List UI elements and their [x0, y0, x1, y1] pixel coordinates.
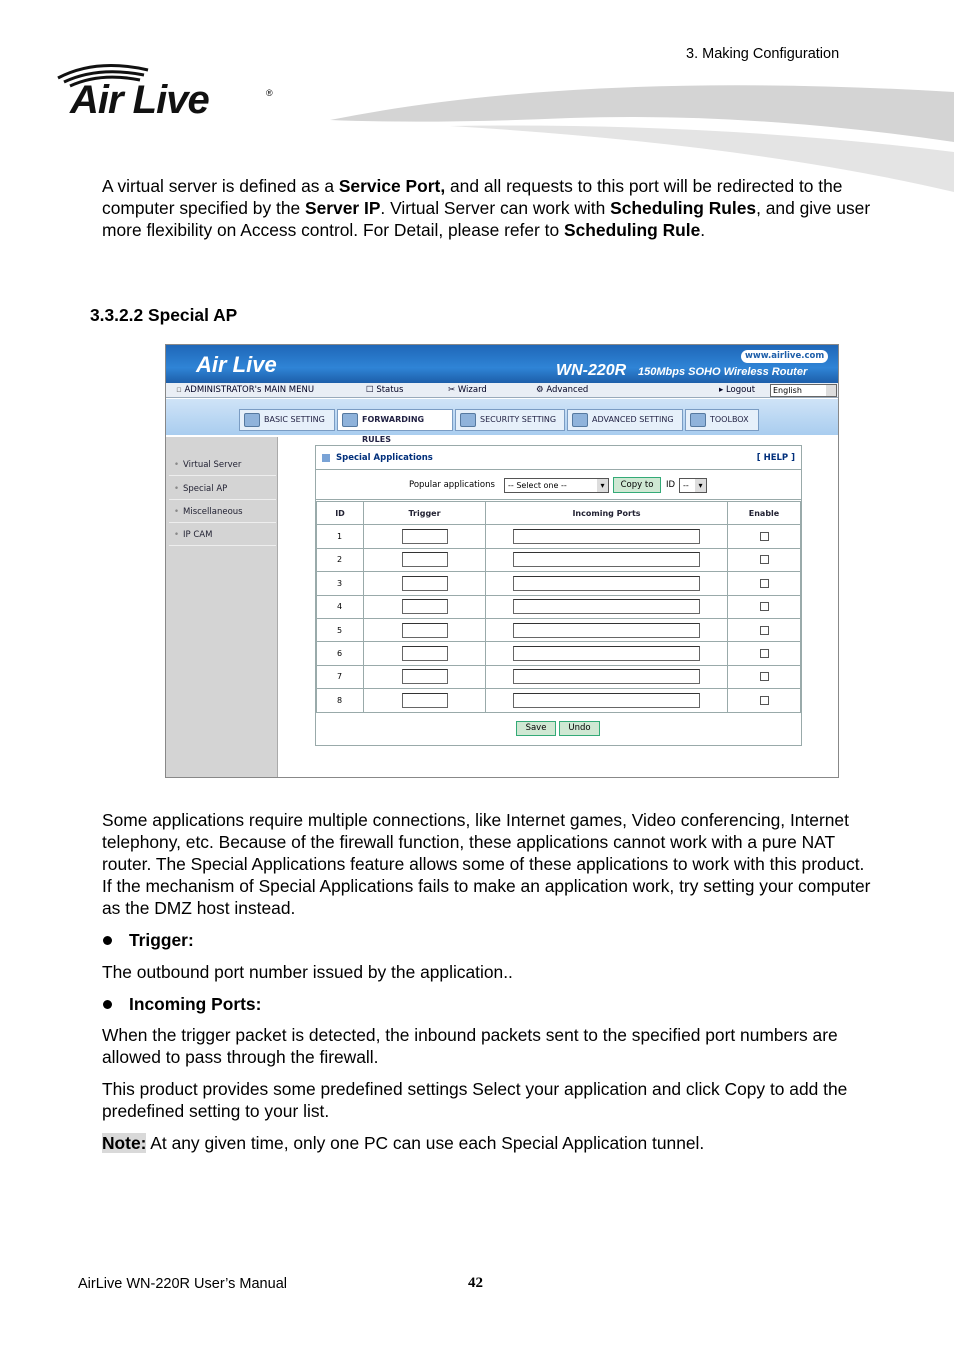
router-logo: Air Live	[196, 352, 277, 377]
popular-applications-row	[316, 471, 801, 500]
chapter-title: 3. Making Configuration	[686, 46, 840, 62]
basic-setting-icon	[244, 413, 260, 427]
incoming-ports-input[interactable]	[513, 576, 700, 591]
table-header-row	[317, 502, 801, 525]
table-row	[317, 642, 801, 665]
router-url-link[interactable]: www.airlive.com	[741, 350, 828, 363]
incoming-ports-input[interactable]	[513, 529, 700, 544]
id-label: ID	[666, 480, 676, 490]
menu-admin-label: ADMINISTRATOR's MAIN MENU	[184, 385, 315, 395]
section-heading: 3.3.2.2 Special AP	[90, 305, 238, 325]
bullet-trigger-title: Trigger:	[129, 930, 194, 950]
table-row	[317, 572, 801, 595]
panel-title: Special Applications	[316, 446, 801, 470]
enable-checkbox[interactable]	[760, 579, 769, 588]
trigger-input[interactable]	[402, 576, 448, 591]
trigger-description: The outbound port number issued by the application..	[102, 962, 513, 982]
menu-bullet-icon: ▫	[176, 385, 185, 395]
tab-label: BASIC SETTING	[264, 415, 325, 424]
row-id: 3	[317, 572, 364, 595]
forwarding-rules-icon	[342, 413, 358, 427]
tab-basic-setting[interactable]	[239, 409, 335, 431]
trigger-input[interactable]	[402, 669, 448, 684]
trigger-input[interactable]	[402, 693, 448, 708]
column-header-incoming-ports: Incoming Ports	[486, 502, 728, 525]
sidebar-item-virtual-server[interactable]: • Virtual Server	[169, 454, 276, 476]
popular-applications-select[interactable]: -- Select one -- ▾	[504, 478, 609, 493]
incoming-ports-description: When the trigger packet is detected, the inbound packets sent to the specified port numbers are allowed to pass through the firewall.	[102, 1025, 838, 1067]
menu-advanced-label: Advanced	[546, 385, 589, 395]
airlive-logo	[56, 60, 286, 126]
row-id: 2	[317, 548, 364, 571]
table-row	[317, 665, 801, 688]
security-setting-icon	[460, 413, 476, 427]
special-applications-table	[316, 501, 801, 713]
intro-text: , and give user more flexibility on Access control. For Detail, please refer to	[102, 198, 871, 240]
intro-text: A virtual server is defined as a	[102, 176, 339, 196]
copy-to-button[interactable]: Copy to	[613, 477, 661, 493]
help-link[interactable]: [ HELP ]	[756, 453, 795, 463]
table-row	[317, 689, 801, 712]
logo-wordmark: Air Live	[70, 78, 209, 122]
incoming-ports-input[interactable]	[513, 693, 700, 708]
id-select[interactable]: -- ▾	[679, 478, 707, 493]
enable-checkbox[interactable]	[760, 602, 769, 611]
enable-checkbox[interactable]	[760, 555, 769, 564]
trigger-input[interactable]	[402, 529, 448, 544]
tab-label: SECURITY SETTING	[480, 415, 557, 424]
special-applications-panel	[315, 445, 802, 746]
intro-bold-service-port: Service Port,	[338, 176, 446, 196]
trigger-input[interactable]	[402, 646, 448, 661]
intro-paragraph	[102, 175, 872, 241]
logout-icon: ▸	[719, 385, 726, 395]
enable-checkbox[interactable]	[760, 696, 769, 705]
intro-bold-scheduling-rule: Scheduling Rule	[564, 220, 701, 240]
tab-label: ADVANCED SETTING	[592, 415, 674, 424]
row-id: 6	[317, 642, 364, 665]
enable-checkbox[interactable]	[760, 626, 769, 635]
enable-checkbox[interactable]	[760, 672, 769, 681]
tab-label: FORWARDING RULES	[362, 415, 425, 444]
intro-text: .	[700, 220, 706, 240]
tab-advanced-setting[interactable]	[567, 409, 683, 431]
menu-wizard[interactable]	[448, 385, 487, 395]
incoming-ports-input[interactable]	[513, 552, 700, 567]
column-header-enable: Enable	[728, 502, 801, 525]
advanced-setting-icon	[572, 413, 588, 427]
router-sidebar	[166, 437, 278, 778]
tab-security-setting[interactable]	[455, 409, 565, 431]
row-id: 5	[317, 618, 364, 641]
footer-manual-title: AirLive WN-220R User’s Manual	[78, 1276, 287, 1292]
sidebar-item-ip-cam[interactable]: • IP CAM	[169, 524, 276, 546]
router-menubar	[166, 383, 838, 398]
page-number: 42	[468, 1275, 483, 1291]
advanced-icon: ⚙	[536, 385, 547, 395]
save-button[interactable]: Save	[516, 721, 556, 736]
menu-admin[interactable]	[176, 385, 314, 395]
menu-status[interactable]	[366, 385, 403, 395]
incoming-ports-input[interactable]	[513, 646, 700, 661]
popular-applications-label: Popular applications	[409, 480, 495, 490]
row-id: 4	[317, 595, 364, 618]
bullet-dot-icon	[103, 1000, 112, 1009]
menu-status-label: Status	[376, 385, 404, 395]
special-applications-paragraph: Some applications require multiple connections, like Internet games, Video conferencing, Internet telephony, etc. Because of the firewall function, these applications cannot work with a pure NAT router. The Special Applications feature allows some of these applications to work with this product. If the mechanism of Special Applications fails to make an application work, try setting your computer as the DMZ host instead.	[102, 810, 871, 918]
incoming-ports-input[interactable]	[513, 669, 700, 684]
toolbox-icon	[690, 413, 706, 427]
sidebar-item-miscellaneous[interactable]: • Miscellaneous	[169, 501, 276, 523]
undo-button[interactable]: Undo	[559, 721, 600, 736]
tab-toolbox[interactable]	[685, 409, 759, 431]
row-id: 1	[317, 525, 364, 548]
trigger-input[interactable]	[402, 552, 448, 567]
menu-logout-label: Logout	[725, 385, 756, 395]
menu-advanced[interactable]	[536, 385, 588, 395]
menu-logout[interactable]	[719, 385, 755, 395]
intro-bold-scheduling-rules: Scheduling Rules	[610, 198, 757, 218]
enable-checkbox[interactable]	[760, 649, 769, 658]
incoming-ports-input[interactable]	[513, 599, 700, 614]
table-row	[317, 525, 801, 548]
intro-text: and all requests to this port will be redirected to the computer specified by the	[102, 176, 843, 218]
registered-mark-icon: ®	[266, 88, 273, 98]
trigger-input[interactable]	[402, 623, 448, 638]
column-header-id: ID	[317, 502, 364, 525]
tab-label: TOOLBOX	[710, 415, 749, 424]
router-model: WN-220R	[556, 362, 627, 379]
bullet-dot-icon	[103, 936, 112, 945]
trigger-input[interactable]	[402, 599, 448, 614]
router-tabbar	[166, 399, 838, 444]
intro-text: . Virtual Server can work with	[380, 198, 611, 218]
router-banner	[166, 345, 838, 383]
row-id: 7	[317, 665, 364, 688]
enable-checkbox[interactable]	[760, 532, 769, 541]
router-description: 150Mbps SOHO Wireless Router	[638, 366, 808, 378]
menu-wizard-label: Wizard	[457, 385, 487, 395]
table-row	[317, 618, 801, 641]
bullet-incoming-ports-title: Incoming Ports:	[129, 994, 262, 1014]
incoming-ports-input[interactable]	[513, 623, 700, 638]
tab-forwarding-rules[interactable]	[337, 409, 453, 444]
note-label: Note:	[102, 1133, 147, 1153]
wizard-icon: ✂	[448, 385, 458, 395]
language-select[interactable]: English	[770, 384, 837, 397]
status-icon: ☐	[366, 385, 377, 395]
note-paragraph	[102, 1132, 872, 1154]
row-id: 8	[317, 689, 364, 712]
router-ui-screenshot	[165, 344, 839, 778]
column-header-trigger: Trigger	[364, 502, 486, 525]
predefined-settings-paragraph: This product provides some predefined settings Select your application and click Copy to add the predefined setting to your list.	[102, 1079, 848, 1121]
sidebar-item-special-ap[interactable]: • Special AP	[169, 478, 276, 500]
table-row	[317, 548, 801, 571]
note-text: At any given time, only one PC can use each Special Application tunnel.	[146, 1133, 705, 1153]
table-row	[317, 595, 801, 618]
intro-bold-server-ip: Server IP	[305, 198, 381, 218]
